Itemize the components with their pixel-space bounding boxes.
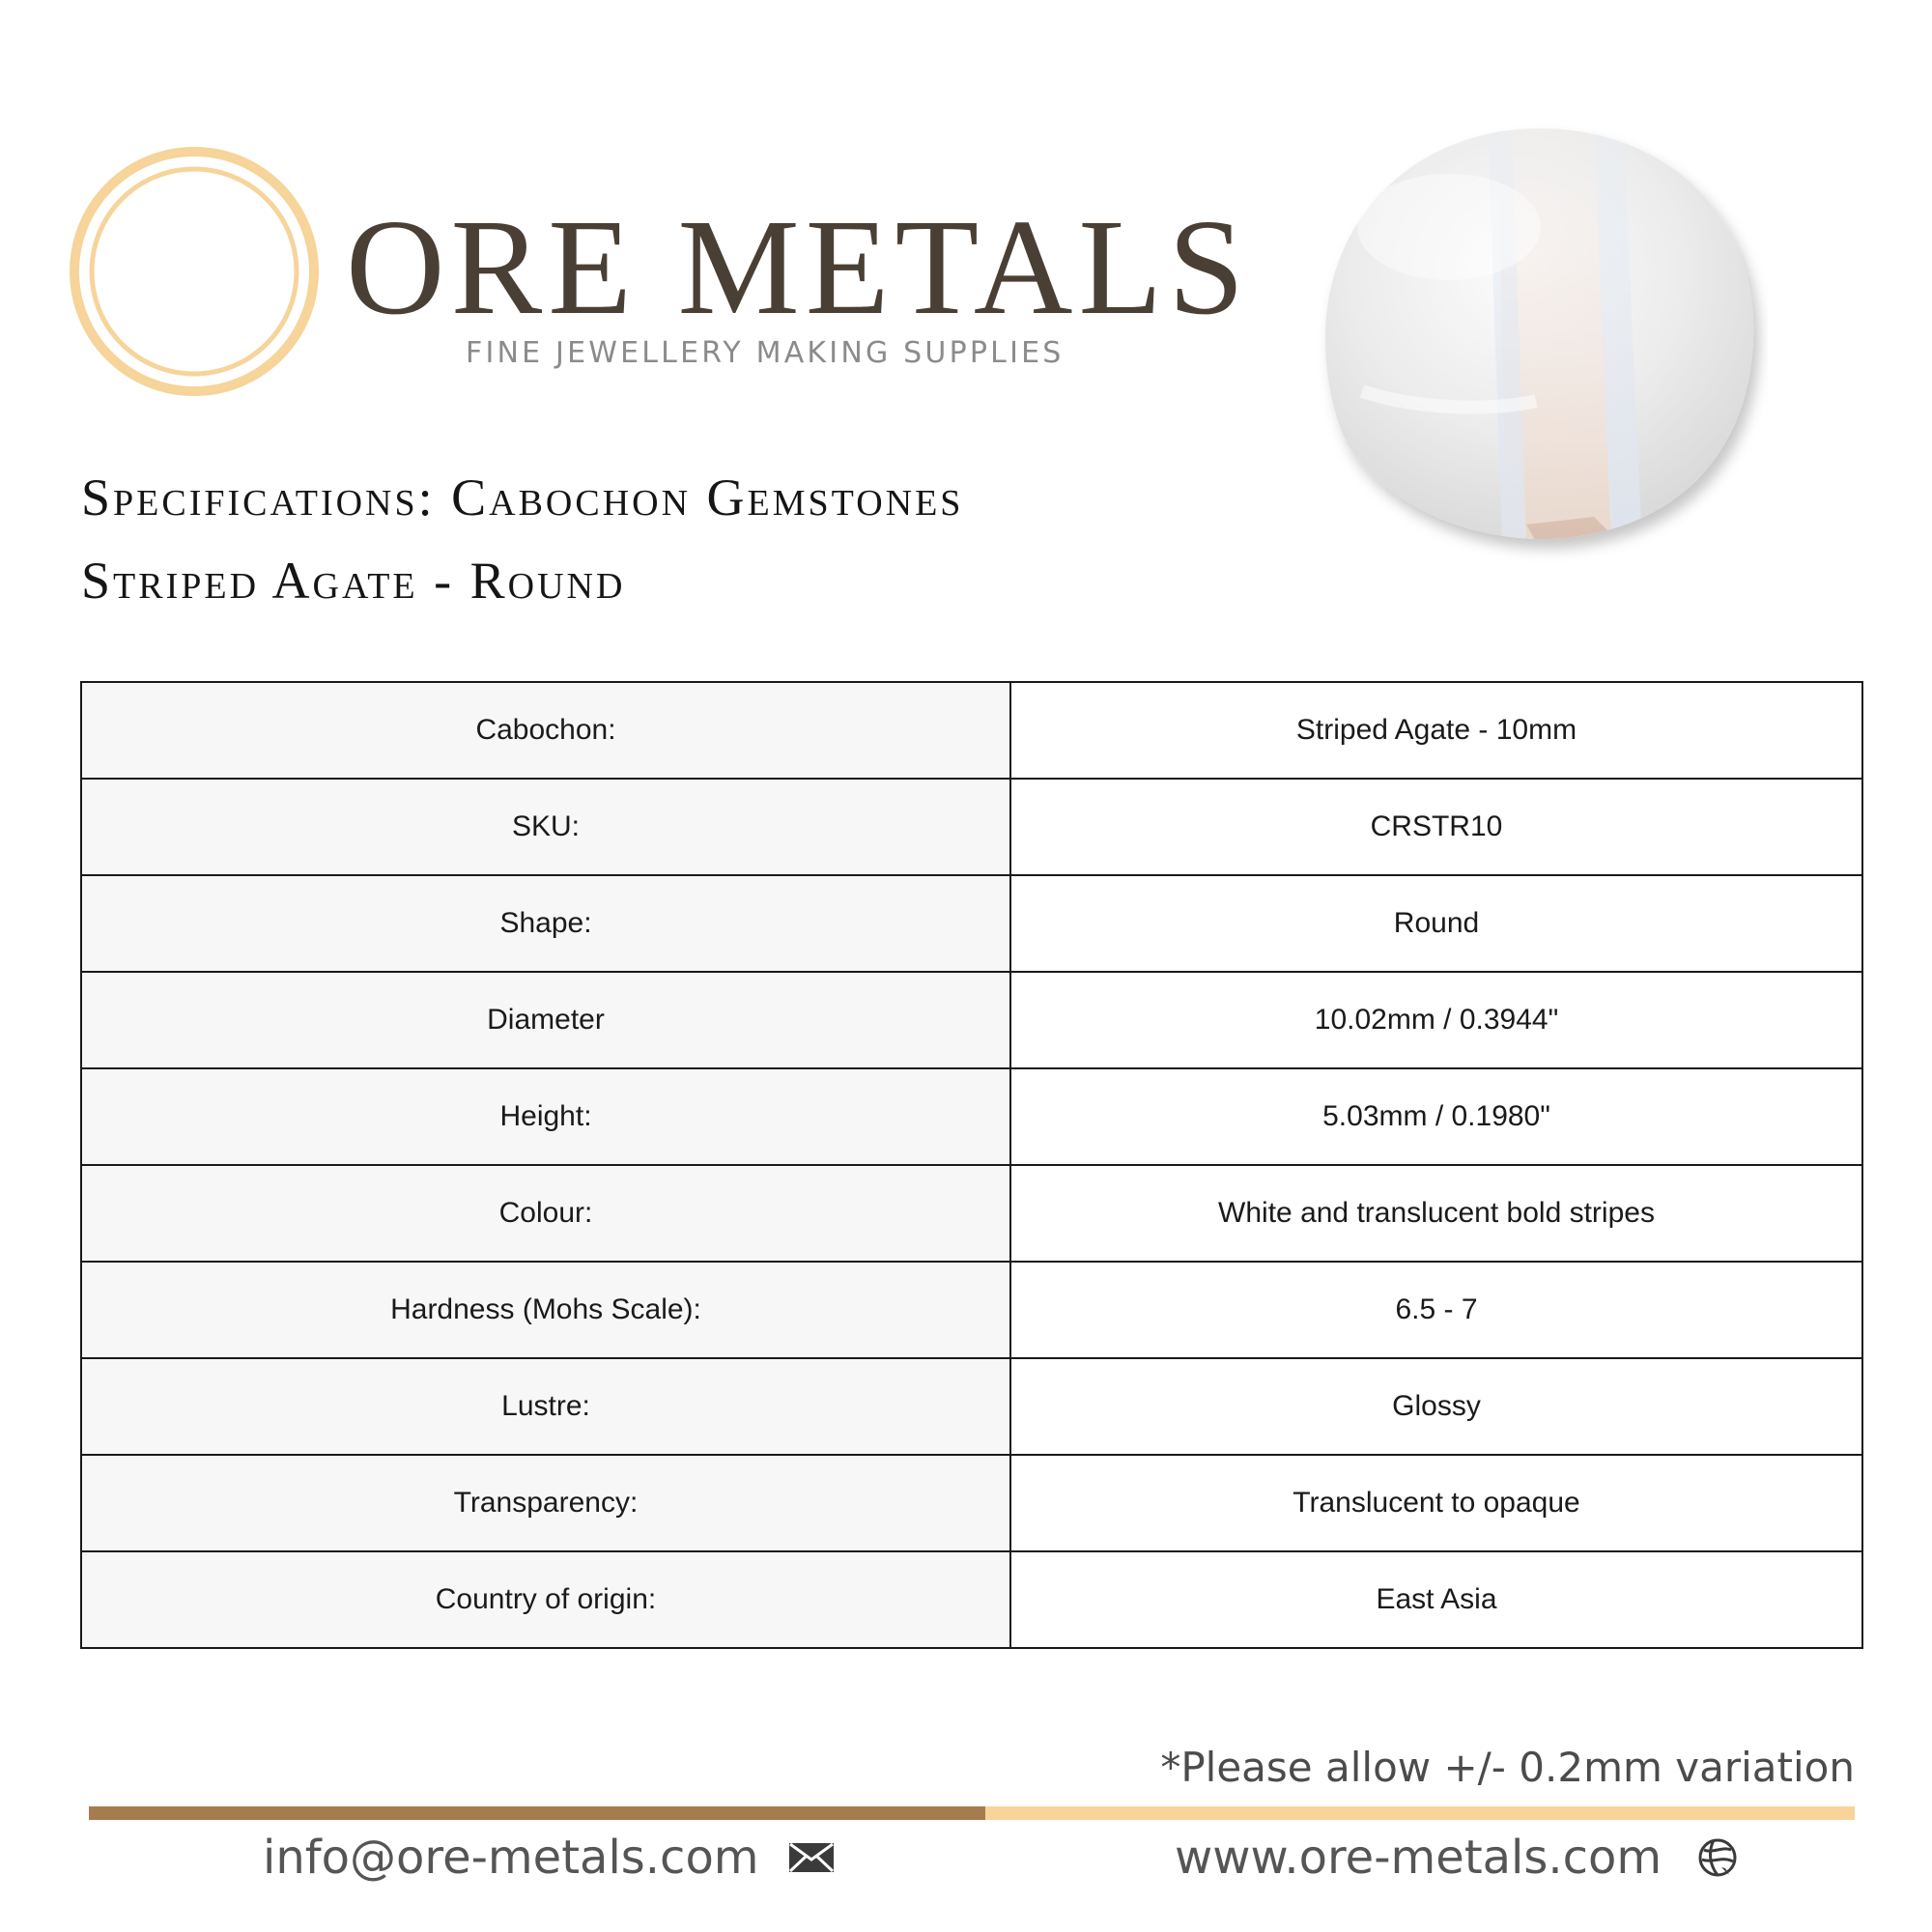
table-row: [81, 1262, 1862, 1358]
footer-email[interactable]: [263, 1831, 835, 1885]
brand-tagline: FINE JEWELLERY MAKING SUPPLIES: [466, 336, 1065, 370]
spec-value: White and translucent bold stripes: [1010, 1165, 1862, 1262]
footer-bar-left: [89, 1806, 985, 1820]
spec-label: Height:: [81, 1068, 1010, 1165]
spec-label: Lustre:: [81, 1358, 1010, 1455]
brand-name: ORE METALS: [346, 190, 1251, 343]
table-row: [81, 1358, 1862, 1455]
website-text[interactable]: www.ore-metals.com: [1175, 1831, 1662, 1885]
spec-label: Country of origin:: [81, 1551, 1010, 1648]
spec-value: Striped Agate - 10mm: [1010, 682, 1862, 779]
table-row: [81, 1455, 1862, 1551]
footer-divider-bar: [89, 1806, 1855, 1820]
spec-value: Round: [1010, 875, 1862, 972]
spec-value: 5.03mm / 0.1980": [1010, 1068, 1862, 1165]
table-row: [81, 875, 1862, 972]
table-row: [81, 972, 1862, 1068]
table-row: [81, 1165, 1862, 1262]
footer-bar-right: [985, 1806, 1855, 1820]
spec-label: SKU:: [81, 779, 1010, 875]
footer-website[interactable]: [1175, 1831, 1739, 1885]
spec-value: CRSTR10: [1010, 779, 1862, 875]
table-row: [81, 1551, 1862, 1648]
spec-label: Hardness (Mohs Scale):: [81, 1262, 1010, 1358]
spec-value: 6.5 - 7: [1010, 1262, 1862, 1358]
spec-label: Transparency:: [81, 1455, 1010, 1551]
table-row: [81, 1068, 1862, 1165]
spec-heading: Specifications: Cabochon Gemstones: [81, 469, 964, 526]
spec-value: Glossy: [1010, 1358, 1862, 1455]
email-text[interactable]: info@ore-metals.com: [263, 1831, 759, 1885]
spec-label: Colour:: [81, 1165, 1010, 1262]
spec-value: East Asia: [1010, 1551, 1862, 1648]
globe-icon: [1696, 1836, 1739, 1879]
spec-label: Diameter: [81, 972, 1010, 1068]
table-row: [81, 779, 1862, 875]
product-heading: Striped Agate - Round: [81, 552, 626, 610]
brand-logo-rings-icon: [68, 145, 321, 398]
envelope-icon: [788, 1842, 835, 1873]
spec-table: [80, 681, 1863, 1649]
spec-value: Translucent to opaque: [1010, 1455, 1862, 1551]
spec-label: Shape:: [81, 875, 1010, 972]
spec-label: Cabochon:: [81, 682, 1010, 779]
spec-value: 10.02mm / 0.3944": [1010, 972, 1862, 1068]
variation-note: *Please allow +/- 0.2mm variation: [1160, 1744, 1855, 1791]
gemstone-image: [1304, 121, 1768, 565]
table-row: [81, 682, 1862, 779]
